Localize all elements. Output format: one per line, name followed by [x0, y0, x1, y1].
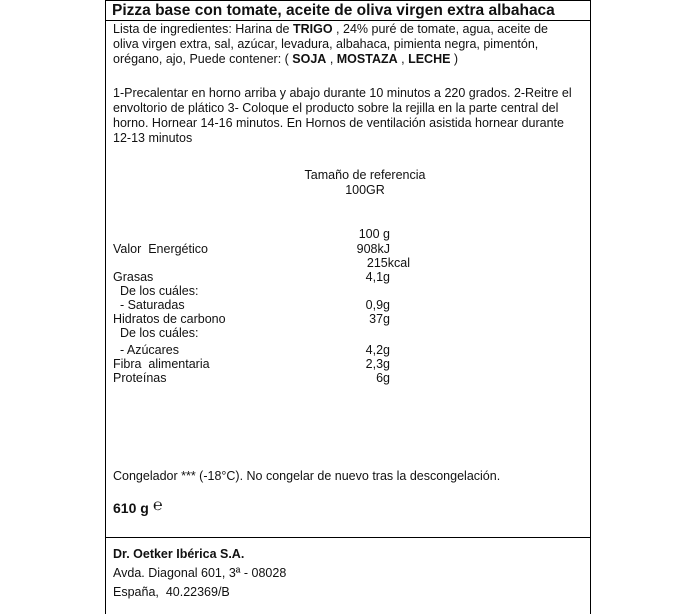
nutrient-label: De los cuáles: [113, 326, 199, 340]
company-name: Dr. Oetker Ibérica S.A. [113, 547, 245, 561]
company-divider [105, 537, 591, 538]
nutrient-label: - Azúcares [113, 343, 179, 357]
nutrient-value: 4,2g [365, 343, 390, 357]
instructions-line-2: envoltorio de plático 3- Coloque el producto sobre la rejilla en la parte central del [113, 101, 559, 115]
reference-size-label: Tamaño de referencia [304, 168, 426, 182]
ingredients-text: ) [450, 52, 459, 66]
nutrient-value: 4,1g [365, 270, 390, 284]
nutrient-label: Grasas [113, 270, 154, 284]
instructions-line-1: 1-Precalentar en horno arriba y abajo durante 10 minutos a 220 grados. 2-Reitre el [113, 86, 572, 100]
top-border [105, 0, 591, 1]
ingredients-text: , 24% puré de tomate, agua, aceite de [332, 22, 549, 36]
separator: , [397, 52, 409, 66]
nutrient-label: De los cuáles: [113, 284, 199, 298]
nutrient-value: 6g [376, 371, 390, 385]
ingredients-line-2: oliva virgen extra, sal, azúcar, levadura, albahaca, pimienta negra, pimentón, [113, 37, 539, 51]
estimated-sign-icon: ℮ [153, 497, 163, 514]
ingredients-line-1 [113, 22, 548, 37]
allergen-milk: LECHE [408, 52, 451, 66]
instructions-line-3: horno. Hornear 14-16 minutos. En Hornos de ventilación asistida hornear durante [113, 116, 564, 130]
company-registration: España, 40.22369/B [113, 585, 230, 599]
nutrition-column-header: 100 g [358, 227, 390, 241]
nutrient-value: 0,9g [365, 298, 390, 312]
ingredients-line-3 [113, 52, 458, 67]
ingredients-text: orégano, ajo, Puede contener: ( [113, 52, 293, 66]
allergen-mustard: MOSTAZA [336, 52, 398, 66]
title-divider [105, 20, 591, 21]
nutrient-value: 215kcal [366, 256, 410, 270]
product-title: Pizza base con tomate, aceite de oliva virgen extra albahaca [112, 2, 555, 19]
nutrient-value: 908kJ [356, 242, 390, 256]
company-address: Avda. Diagonal 601, 3ª - 08028 [113, 566, 287, 580]
nutrient-value: 2,3g [365, 357, 390, 371]
nutrient-label: Proteínas [113, 371, 167, 385]
ingredients-text: Lista de ingredientes: Harina de [113, 22, 293, 36]
nutrient-label: Hidratos de carbono [113, 312, 226, 326]
separator: , [326, 52, 337, 66]
nutrient-label: Fibra alimentaria [113, 357, 210, 371]
nutrient-value: 37g [369, 312, 390, 326]
allergen-soy: SOJA [292, 52, 327, 66]
nutrient-label: - Saturadas [113, 298, 185, 312]
instructions-line-4: 12-13 minutos [113, 131, 193, 145]
net-weight: 610 g [113, 500, 149, 516]
reference-size-value: 100GR [345, 183, 385, 197]
storage-instructions: Congelador *** (-18°C). No congelar de nuevo tras la descongelación. [113, 469, 501, 483]
nutrient-label: Valor Energético [113, 242, 208, 256]
allergen-wheat: TRIGO [292, 22, 333, 36]
